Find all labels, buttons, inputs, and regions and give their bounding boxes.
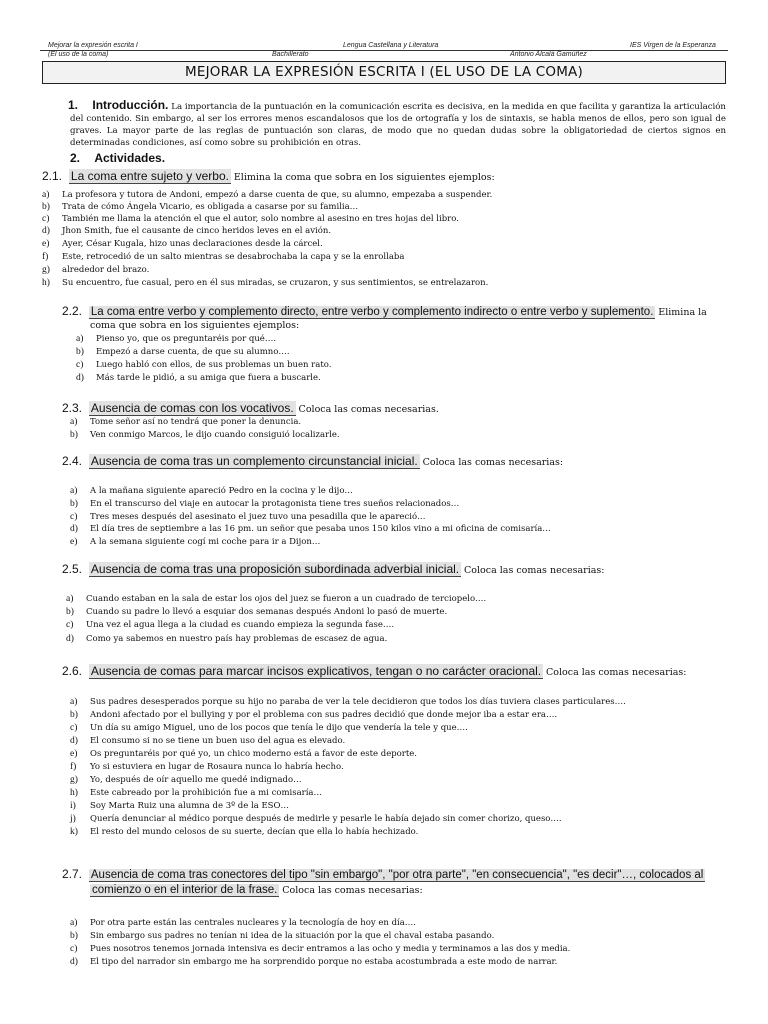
list-item: a) A la mañana siguiente apareció Pedro en la cocina y le dijo… — [70, 486, 353, 496]
section-2-7-heading-cont — [90, 884, 423, 897]
section-2-3-heading — [62, 402, 439, 416]
section-instruction: Coloca las comas necesarias. — [298, 404, 439, 415]
section-instruction: Coloca las comas necesarias: — [464, 565, 605, 576]
section-number: 2.6. — [62, 664, 83, 678]
section-title: La coma entre verbo y complemento directo, entre verbo y complemento indirecto o entre verbo y suplemento. — [90, 306, 654, 318]
activities-heading — [70, 152, 165, 166]
list-item: k) El resto del mundo celosos de su suerte, decían que ella lo había hechizado. — [70, 827, 419, 837]
section-number: 2.3. — [62, 401, 83, 415]
section-number: 2.5. — [62, 562, 83, 576]
list-item: a) Pienso yo, que os preguntaréis por qué…. — [76, 334, 277, 344]
header-left-1: Mejorar la expresión escrita I — [48, 42, 138, 49]
list-item: b) Andoni afectado por el bullying y por el problema con sus padres decidió que donde mejor iba a estar era…. — [70, 710, 558, 720]
section-instruction: Coloca las comas necesarias: — [282, 885, 423, 896]
section-title: Ausencia de comas para marcar incisos explicativos, tengan o no carácter oracional. — [90, 664, 542, 678]
list-item: a) Cuando estaban en la sala de estar los ojos del juez se fueron a un cuadrado de terciopelo…. — [66, 594, 487, 604]
section-2-1-heading — [42, 170, 495, 184]
list-item: c) Un día su amigo Miguel, uno de los pocos que tenía le dijo que vendería la tele y que…. — [70, 723, 468, 733]
list-item: d) El consumo si no se tiene un buen uso del agua es elevado. — [70, 736, 346, 746]
section-title-cont: comienzo o en el interior de la frase. — [92, 884, 278, 896]
activities-title: Actividades. — [94, 151, 166, 165]
activities-number: 2. — [70, 151, 81, 165]
list-item: b) Ven conmigo Marcos, le dijo cuando consiguió localizarle. — [70, 430, 340, 440]
section-title: Ausencia de coma tras conectores del tipo "sin embargo", "por otra parte", "en consecuencia", "es decir"…, colocados al — [90, 869, 704, 881]
list-item: a) Tome señor así no tendrá que poner la denuncia. — [70, 417, 302, 427]
list-item: h) Este cabreado por la prohibición fue a mi comisaría… — [70, 788, 323, 798]
intro-heading: Introducción. — [92, 98, 169, 112]
list-item: f) Este, retrocedió de un salto mientras se desabrochaba la capa y se la enrollaba — [42, 252, 405, 262]
list-item: g) alrededor del brazo. — [42, 265, 150, 275]
header-divider — [40, 50, 728, 51]
list-item: e) A la semana siguiente cogí mi coche para ir a Dijon… — [70, 537, 321, 547]
list-item: b) Cuando su padre lo llevó a esquiar dos semanas después Andoni lo pasó de muerte. — [66, 607, 448, 617]
list-item: c) También me llama la atención el que el autor, solo nombre al asesino en tres hojas del libro. — [42, 214, 459, 224]
header-subject: Lengua Castellana y Literatura — [343, 42, 439, 49]
header-school: IES Virgen de la Esperanza — [630, 42, 716, 49]
list-item: c) Pues nosotros tenemos jornada intensiva es decir entramos a las ocho y media y terminamos a las dos y media. — [70, 944, 571, 954]
list-item: c) Una vez el agua llega a la ciudad es cuando empieza la segunda fase…. — [66, 620, 395, 630]
section-2-6-heading — [62, 665, 687, 679]
section-instruction: Coloca las comas necesarias: — [422, 457, 564, 468]
list-item: e) Ayer, César Kugala, hizo unas declaraciones desde la cárcel. — [42, 239, 323, 249]
section-title: Ausencia de comas con los vocativos. — [90, 401, 294, 415]
intro-paragraph — [70, 99, 726, 149]
section-instruction: Elimina la — [658, 307, 707, 318]
list-item: d) El día tres de septiembre a las 16 pm. un señor que pesaba unos 150 kilos vino a mi oficina de comisaría… — [70, 524, 551, 534]
section-title: La coma entre sujeto y verbo. — [70, 169, 229, 183]
header-level: Bachillerato — [272, 51, 309, 58]
list-item: c) Luego habló con ellos, de sus problemas un buen rato. — [76, 360, 332, 370]
list-item: f) Yo si estuviera en lugar de Rosaura nunca lo habría hecho. — [70, 762, 344, 772]
section-title: Ausencia de coma tras una proposición subordinada adverbial inicial. — [90, 562, 460, 576]
section-2-7-heading — [62, 868, 705, 882]
section-number: 2.7. — [62, 867, 83, 881]
list-item: b) Sin embargo sus padres no tenían ni idea de la situación por la que el chaval estaba pasando. — [70, 931, 495, 941]
section-instruction: Coloca las comas necesarias: — [546, 667, 687, 678]
page-title: MEJORAR LA EXPRESIÓN ESCRITA I (EL USO DE LA COMA) — [42, 61, 726, 84]
section-2-5-heading — [62, 563, 605, 577]
list-item: j) Quería denunciar al médico porque después de medirle y pesarle le había dejado sin comer chorizo, queso…. — [70, 814, 562, 824]
section-2-4-heading — [62, 455, 563, 469]
list-item: b) Trata de cómo Ángela Vicario, es obligada a casarse por su familia… — [42, 202, 359, 212]
list-item: i) Soy Marta Ruiz una alumna de 3º de la ESO… — [70, 801, 289, 811]
section-number: 2.1. — [42, 169, 63, 183]
list-item: a) Por otra parte están las centrales nucleares y la tecnología de hoy en día…. — [70, 918, 417, 928]
header-author: Antonio Alcalá Gamúñez — [510, 51, 587, 58]
list-item: a) Sus padres desesperados porque su hijo no paraba de ver la tele decidieron que todos los días tuviera clases particulares…. — [70, 697, 626, 707]
section-number: 2.4. — [62, 454, 83, 468]
list-item: d) Como ya sabemos en nuestro país hay problemas de escasez de agua. — [66, 634, 388, 644]
header-left-2: (El uso de la coma) — [48, 51, 109, 58]
list-item: a) La profesora y tutora de Andoni, empezó a darse cuenta de que, su alumno, empezaba a suspender. — [42, 190, 493, 200]
section-instruction: Elimina la coma que sobra en los siguientes ejemplos: — [233, 172, 495, 183]
section-2-2-heading — [62, 305, 707, 319]
list-item: b) Empezó a darse cuenta, de que su alumno…. — [76, 347, 290, 357]
list-item: g) Yo, después de oír aquello me quedé indignado… — [70, 775, 302, 785]
list-item: b) En el transcurso del viaje en autocar la protagonista tiene tres sueños relacionados… — [70, 499, 460, 509]
list-item: d) Más tarde le pidió, a su amiga que fuera a buscarle. — [76, 373, 321, 383]
list-item: d) Jhon Smith, fue el causante de cinco heridos leves en el avión. — [42, 226, 332, 236]
section-title: Ausencia de coma tras un complemento circunstancial inicial. — [90, 454, 418, 468]
section-2-2-instruction-cont: coma que sobra en los siguientes ejemplos: — [90, 320, 300, 331]
list-item: e) Os preguntaréis por qué yo, un chico moderno está a favor de este deporte. — [70, 749, 418, 759]
list-item: c) Tres meses después del asesinato el juez tuvo una pesadilla que le apareció… — [70, 512, 426, 522]
list-item: d) El tipo del narrador sin embargo me ha sorprendido porque no estaba acostumbrada a este modo de narrar. — [70, 957, 558, 967]
list-item: h) Su encuentro, fue casual, pero en él sus miradas, se cruzaron, y sus sentimientos, se entrelazaron. — [42, 278, 489, 288]
intro-text: La importancia de la puntuación en la comunicación escrita es decisiva, en la medida en que facilita y garantiza la articulación del contenido. Sin embargo, al ser los errores menos escandalosos que los de ortografía y los de sintaxis, se habla menos de ellos, pero son igual de graves. La mayor parte de las reglas de puntuación son claras, de modo que no quedan dudas sobre la obligatoriedad de ciertos signos en determinadas condiciones, así como sobre su prohibición en otras. — [70, 102, 726, 148]
intro-number: 1. — [68, 98, 79, 112]
section-number: 2.2. — [62, 304, 83, 318]
